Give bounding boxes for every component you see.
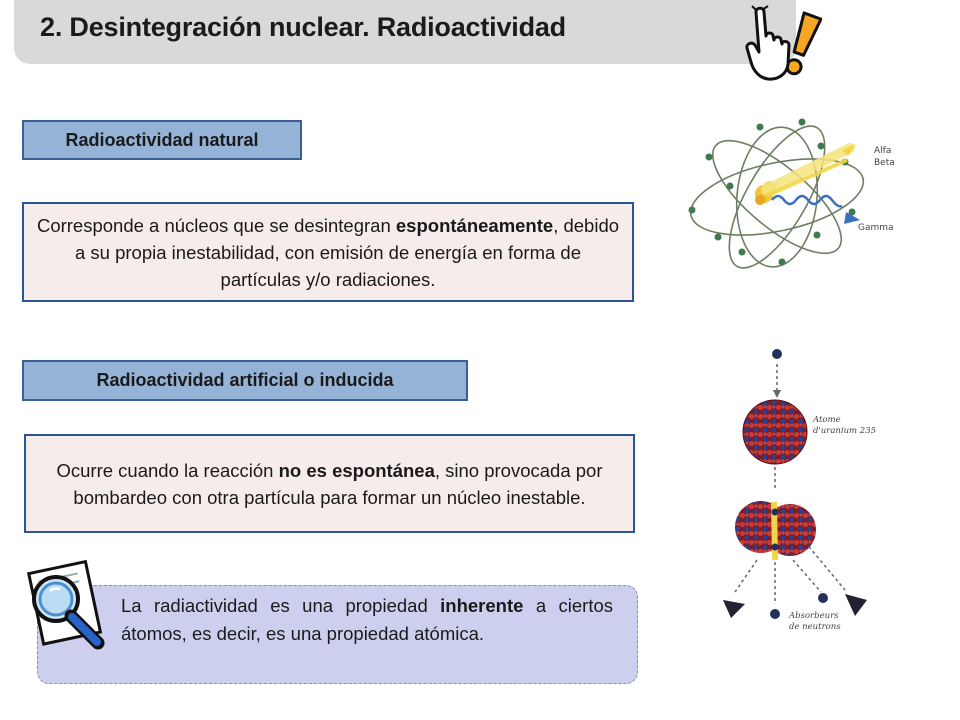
alpha-label: Alfa [874, 146, 892, 156]
note-text [121, 592, 613, 648]
text-run-0: La radiactividad es una propiedad [121, 595, 441, 616]
description-artificial [24, 434, 635, 533]
beta-label: Beta [874, 158, 895, 168]
text-run-0: Ocurre cuando la reacción [56, 459, 279, 481]
text-run-2: a ciertos átomos, es decir, es una propiedad atómica. [121, 595, 613, 644]
slide-title: 2. Desintegración nuclear. Radioactividad [40, 12, 566, 42]
text-run-2: , sino provocada por bombardeo con otra partícula para formar un núcleo inestable. [73, 459, 603, 508]
section-label-artificial: Radioactividad artificial o inducida [22, 360, 468, 401]
text-run-0: Corresponde a núcleos que se desintegran [36, 214, 396, 236]
description-natural [22, 202, 634, 302]
pointing-hand-exclamation-icon [742, 2, 822, 86]
description-natural-text [36, 212, 620, 293]
uranium-fission-figure [695, 342, 907, 637]
gamma-label: Gamma [858, 223, 894, 233]
atom-label-line1: Atome [813, 415, 841, 425]
bold-run-1: espontáneamente [395, 214, 554, 236]
atom-radiation-figure [682, 112, 902, 277]
description-artificial-text [38, 457, 621, 511]
absorber-label-line2: de neutrons [789, 622, 841, 632]
bold-run-1: inherente [440, 595, 524, 616]
absorber-label-line1: Absorbeurs [789, 611, 839, 621]
section-label-natural: Radioactividad natural [22, 120, 302, 160]
magnifier-document-icon [14, 555, 116, 657]
atom-label-line2: d'uranium 235 [813, 426, 877, 436]
bold-run-1: no es espontánea [278, 459, 435, 481]
text-run-2: , debido a su propia inestabilidad, con emisión de energía en forma de partículas y/o radiaciones. [75, 214, 620, 290]
